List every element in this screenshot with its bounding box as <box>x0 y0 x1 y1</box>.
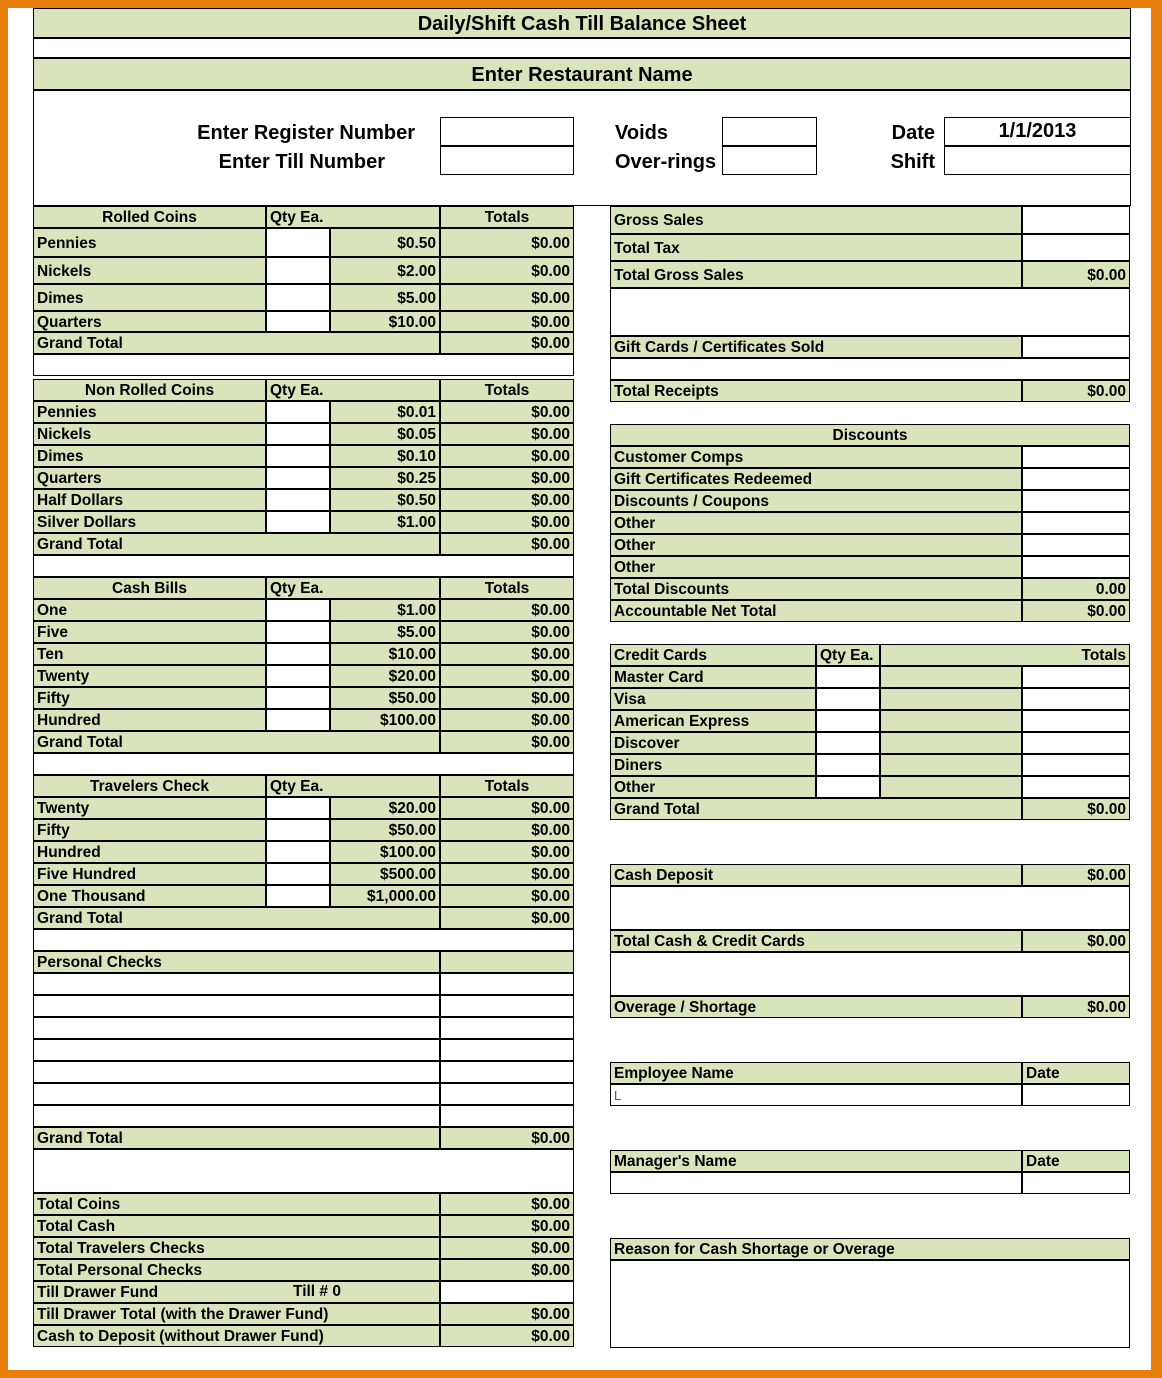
till-balance-sheet <box>8 8 1151 1370</box>
bottom-margin <box>33 1348 1131 1370</box>
spacer-row <box>33 38 1131 58</box>
gross-sales-input[interactable] <box>1022 206 1130 234</box>
row-total: $0.00 <box>440 841 574 863</box>
personal-check-entry[interactable] <box>33 1017 440 1039</box>
qty-input[interactable] <box>266 445 330 467</box>
discount-input[interactable] <box>1022 446 1130 468</box>
each-value: $0.05 <box>330 423 440 445</box>
credit-card-total-input[interactable] <box>1022 754 1130 776</box>
till-number-label: Enter Till Number <box>218 151 385 173</box>
rolled-coins-title: Rolled Coins <box>33 206 266 228</box>
credit-card-each <box>880 710 1022 732</box>
summary-label: Total Cash <box>33 1215 440 1237</box>
summary-label: Till Drawer Fund <box>33 1281 440 1303</box>
summary-label: Cash to Deposit (without Drawer Fund) <box>33 1325 440 1347</box>
personal-check-amount[interactable] <box>440 1039 574 1061</box>
denomination-label: Hundred <box>33 709 266 731</box>
qty-input[interactable] <box>266 797 330 819</box>
shift-input[interactable] <box>944 146 1131 175</box>
qty-input[interactable] <box>266 863 330 885</box>
total-tax-label: Total Tax <box>610 234 1022 261</box>
credit-card-total-input[interactable] <box>1022 666 1130 688</box>
employee-name-label: Employee Name <box>610 1062 1022 1084</box>
total-tax-input[interactable] <box>1022 234 1130 261</box>
each-value: $0.50 <box>330 228 440 257</box>
grand-total-value: $0.00 <box>440 907 574 929</box>
manager-name-input[interactable] <box>610 1172 1022 1194</box>
qty-input[interactable] <box>266 257 330 284</box>
voids-label: Voids <box>615 122 668 144</box>
gift-cards-sold-label: Gift Cards / Certificates Sold <box>610 336 1022 358</box>
personal-check-entry[interactable] <box>33 1039 440 1061</box>
non-rolled-coins-title: Non Rolled Coins <box>33 379 266 401</box>
manager-name-label: Manager's Name <box>610 1150 1022 1172</box>
qty-input[interactable] <box>266 841 330 863</box>
denomination-label: Twenty <box>33 665 266 687</box>
credit-card-label: Other <box>610 776 816 798</box>
total-receipts-value: $0.00 <box>1022 380 1130 402</box>
credit-card-each <box>880 666 1022 688</box>
denomination-label: Fifty <box>33 687 266 709</box>
summary-value: $0.00 <box>440 1237 574 1259</box>
credit-card-total-input[interactable] <box>1022 688 1130 710</box>
discount-input[interactable] <box>1022 512 1130 534</box>
qty-input[interactable] <box>266 621 330 643</box>
credit-card-total-input[interactable] <box>1022 776 1130 798</box>
qty-input[interactable] <box>266 423 330 445</box>
row-total: $0.00 <box>440 819 574 841</box>
summary-value: $0.00 <box>440 1303 574 1325</box>
row-total: $0.00 <box>440 665 574 687</box>
discount-label: Other <box>610 512 1022 534</box>
denomination-label: Five <box>33 621 266 643</box>
spacer-row <box>610 358 1130 380</box>
each-value: $0.01 <box>330 401 440 423</box>
discount-label: Other <box>610 534 1022 556</box>
each-value: $500.00 <box>330 863 440 885</box>
discount-input[interactable] <box>1022 556 1130 578</box>
denomination-label: Ten <box>33 643 266 665</box>
row-total: $0.00 <box>440 511 574 533</box>
grand-total-value: $0.00 <box>440 533 574 555</box>
qty-input[interactable] <box>266 228 330 257</box>
discounts-title: Discounts <box>610 424 1130 446</box>
gross-sales-label: Gross Sales <box>610 206 1022 234</box>
discount-label: Discounts / Coupons <box>610 490 1022 512</box>
spacer-row <box>33 753 574 775</box>
each-value: $0.25 <box>330 467 440 489</box>
credit-card-qty-input[interactable] <box>816 666 880 688</box>
credit-card-total-input[interactable] <box>1022 710 1130 732</box>
summary-value: $0.00 <box>440 1215 574 1237</box>
personal-check-amount[interactable] <box>440 995 574 1017</box>
employee-date-input[interactable] <box>1022 1084 1130 1106</box>
discount-label: Gift Certificates Redeemed <box>610 468 1022 490</box>
row-total: $0.00 <box>440 257 574 284</box>
qty-input[interactable] <box>266 643 330 665</box>
travelers-check-title: Travelers Check <box>33 775 266 797</box>
credit-card-label: American Express <box>610 710 816 732</box>
denomination-label: Nickels <box>33 257 266 284</box>
credit-card-label: Discover <box>610 732 816 754</box>
discount-input[interactable] <box>1022 490 1130 512</box>
credit-card-label: Master Card <box>610 666 816 688</box>
grand-total-label: Grand Total <box>33 533 440 555</box>
date-label: Date <box>891 122 935 144</box>
personal-check-entry[interactable] <box>33 1105 440 1127</box>
gift-cards-sold-input[interactable] <box>1022 336 1130 358</box>
summary-value: $0.00 <box>440 1325 574 1347</box>
employee-name-input[interactable]: L <box>610 1084 1022 1106</box>
total-gross-sales-value: $0.00 <box>1022 261 1130 288</box>
spacer-row <box>33 929 574 951</box>
spacer-row <box>33 555 574 577</box>
denomination-label: Dimes <box>33 445 266 467</box>
spacer-row <box>33 1149 574 1193</box>
summary-label: Total Travelers Checks <box>33 1237 440 1259</box>
credit-card-each <box>880 732 1022 754</box>
summary-value: $0.00 <box>440 1259 574 1281</box>
denomination-label: Half Dollars <box>33 489 266 511</box>
row-total: $0.00 <box>440 401 574 423</box>
total-receipts-label: Total Receipts <box>610 380 1022 402</box>
personal-check-amount[interactable] <box>440 1017 574 1039</box>
row-total: $0.00 <box>440 687 574 709</box>
personal-check-amount[interactable] <box>440 1083 574 1105</box>
row-total: $0.00 <box>440 284 574 311</box>
personal-check-entry[interactable] <box>33 1061 440 1083</box>
credit-card-qty-input[interactable] <box>816 688 880 710</box>
each-value: $5.00 <box>330 284 440 311</box>
personal-check-amount[interactable] <box>440 973 574 995</box>
each-value: $50.00 <box>330 687 440 709</box>
spacer-row <box>610 952 1130 996</box>
discount-label: Customer Comps <box>610 446 1022 468</box>
totals-header: Totals <box>440 206 574 228</box>
personal-check-entry[interactable] <box>33 995 440 1017</box>
voids-input[interactable] <box>722 117 817 146</box>
personal-check-entry[interactable] <box>33 1083 440 1105</box>
personal-checks-header-cell <box>440 951 574 973</box>
denomination-label: Pennies <box>33 228 266 257</box>
denomination-label: One <box>33 599 266 621</box>
total-discounts-label: Total Discounts <box>610 578 1022 600</box>
shift-label: Shift <box>890 151 935 173</box>
credit-card-qty-input[interactable] <box>816 776 880 798</box>
row-total: $0.00 <box>440 423 574 445</box>
grand-total-value: $0.00 <box>440 731 574 753</box>
row-total: $0.00 <box>440 445 574 467</box>
credit-card-qty-input[interactable] <box>816 732 880 754</box>
qty-input[interactable] <box>266 599 330 621</box>
each-value: $2.00 <box>330 257 440 284</box>
restaurant-name-field[interactable]: Enter Restaurant Name <box>33 58 1131 90</box>
discount-input[interactable] <box>1022 468 1130 490</box>
employee-date-label: Date <box>1022 1062 1130 1084</box>
qty-input[interactable] <box>266 467 330 489</box>
grand-total-label: Grand Total <box>33 332 440 354</box>
qty-header: Qty Ea. <box>816 644 880 666</box>
qty-input[interactable] <box>266 401 330 423</box>
each-value: $10.00 <box>330 311 440 332</box>
row-total: $0.00 <box>440 643 574 665</box>
qty-header: Qty Ea. <box>266 206 440 228</box>
denomination-label: Twenty <box>33 797 266 819</box>
till-drawer-fund-input[interactable] <box>440 1281 574 1303</box>
totals-header: Totals <box>440 577 574 599</box>
grand-total-label: Grand Total <box>33 1127 440 1149</box>
qty-input[interactable] <box>266 284 330 311</box>
credit-card-label: Diners <box>610 754 816 776</box>
cash-deposit-value: $0.00 <box>1022 864 1130 886</box>
row-total: $0.00 <box>440 709 574 731</box>
denomination-label: Five Hundred <box>33 863 266 885</box>
qty-header: Qty Ea. <box>266 577 440 599</box>
personal-check-amount[interactable] <box>440 1061 574 1083</box>
summary-value: $0.00 <box>440 1193 574 1215</box>
overage-shortage-value: $0.00 <box>1022 996 1130 1018</box>
summary-label: Total Coins <box>33 1193 440 1215</box>
cash-bills-title: Cash Bills <box>33 577 266 599</box>
denomination-label: Hundred <box>33 841 266 863</box>
total-discounts-value: 0.00 <box>1022 578 1130 600</box>
denomination-label: Fifty <box>33 819 266 841</box>
credit-cards-title: Credit Cards <box>610 644 816 666</box>
reason-input[interactable] <box>610 1260 1130 1348</box>
personal-check-amount[interactable] <box>440 1105 574 1127</box>
summary-label: Total Personal Checks <box>33 1259 440 1281</box>
manager-date-label: Date <box>1022 1150 1130 1172</box>
row-total: $0.00 <box>440 599 574 621</box>
each-value: $20.00 <box>330 797 440 819</box>
row-total: $0.00 <box>440 621 574 643</box>
qty-header: Qty Ea. <box>266 775 440 797</box>
qty-input[interactable] <box>266 687 330 709</box>
credit-card-each <box>880 776 1022 798</box>
qty-input[interactable] <box>266 819 330 841</box>
spacer-row <box>33 354 574 376</box>
row-total: $0.00 <box>440 467 574 489</box>
denomination-label: Quarters <box>33 467 266 489</box>
personal-checks-title: Personal Checks <box>33 951 440 973</box>
grand-total-label: Grand Total <box>33 731 440 753</box>
denomination-label: Nickels <box>33 423 266 445</box>
credit-grand-total-label: Grand Total <box>610 798 1022 820</box>
row-total: $0.00 <box>440 797 574 819</box>
personal-checks-grand-total: $0.00 <box>440 1127 574 1149</box>
register-number-label: Enter Register Number <box>197 122 415 144</box>
totals-header: Totals <box>440 379 574 401</box>
overrings-input[interactable] <box>722 146 817 175</box>
row-total: $0.00 <box>440 863 574 885</box>
credit-card-total-input[interactable] <box>1022 732 1130 754</box>
date-input[interactable]: 1/1/2013 <box>944 117 1131 146</box>
spacer-row <box>610 886 1130 930</box>
manager-date-input[interactable] <box>1022 1172 1130 1194</box>
row-total: $0.00 <box>440 311 574 332</box>
each-value: $5.00 <box>330 621 440 643</box>
discount-label: Other <box>610 556 1022 578</box>
qty-input[interactable] <box>266 511 330 533</box>
each-value: $50.00 <box>330 819 440 841</box>
cash-deposit-label: Cash Deposit <box>610 864 1022 886</box>
credit-card-qty-input[interactable] <box>816 754 880 776</box>
denomination-label: Quarters <box>33 311 266 332</box>
discount-input[interactable] <box>1022 534 1130 556</box>
credit-card-each <box>880 688 1022 710</box>
personal-check-entry[interactable] <box>33 973 440 995</box>
qty-input[interactable] <box>266 885 330 907</box>
overage-shortage-label: Overage / Shortage <box>610 996 1022 1018</box>
summary-label: Till Drawer Total (with the Drawer Fund) <box>33 1303 440 1325</box>
qty-header: Qty Ea. <box>266 379 440 401</box>
each-value: $0.10 <box>330 445 440 467</box>
qty-input[interactable] <box>266 709 330 731</box>
credit-grand-total-value: $0.00 <box>1022 798 1130 820</box>
denomination-label: Silver Dollars <box>33 511 266 533</box>
each-value: $0.50 <box>330 489 440 511</box>
credit-card-each <box>880 754 1022 776</box>
total-cash-credit-label: Total Cash & Credit Cards <box>610 930 1022 952</box>
totals-header: Totals <box>440 775 574 797</box>
denomination-label: Dimes <box>33 284 266 311</box>
reason-label: Reason for Cash Shortage or Overage <box>610 1238 1130 1260</box>
total-gross-sales-label: Total Gross Sales <box>610 261 1022 288</box>
each-value: $20.00 <box>330 665 440 687</box>
credit-card-qty-input[interactable] <box>816 710 880 732</box>
each-value: $100.00 <box>330 709 440 731</box>
denomination-label: Pennies <box>33 401 266 423</box>
till-number-input[interactable] <box>440 146 574 175</box>
overrings-label: Over-rings <box>615 151 717 173</box>
row-total: $0.00 <box>440 489 574 511</box>
each-value: $1.00 <box>330 511 440 533</box>
accountable-net-label: Accountable Net Total <box>610 600 1022 622</box>
sheet-title: Daily/Shift Cash Till Balance Sheet <box>33 8 1131 38</box>
till-number-text: Till # 0 <box>293 1283 341 1300</box>
grand-total-label: Grand Total <box>33 907 440 929</box>
register-number-input[interactable] <box>440 117 574 146</box>
grand-total-value: $0.00 <box>440 332 574 354</box>
each-value: $1,000.00 <box>330 885 440 907</box>
row-total: $0.00 <box>440 228 574 257</box>
totals-header: Totals <box>880 644 1130 666</box>
total-cash-credit-value: $0.00 <box>1022 930 1130 952</box>
accountable-net-value: $0.00 <box>1022 600 1130 622</box>
each-value: $100.00 <box>330 841 440 863</box>
denomination-label: One Thousand <box>33 885 266 907</box>
row-total: $0.00 <box>440 885 574 907</box>
qty-input[interactable] <box>266 665 330 687</box>
each-value: $1.00 <box>330 599 440 621</box>
credit-card-label: Visa <box>610 688 816 710</box>
spacer-row <box>610 288 1130 336</box>
qty-input[interactable] <box>266 311 330 332</box>
qty-input[interactable] <box>266 489 330 511</box>
each-value: $10.00 <box>330 643 440 665</box>
